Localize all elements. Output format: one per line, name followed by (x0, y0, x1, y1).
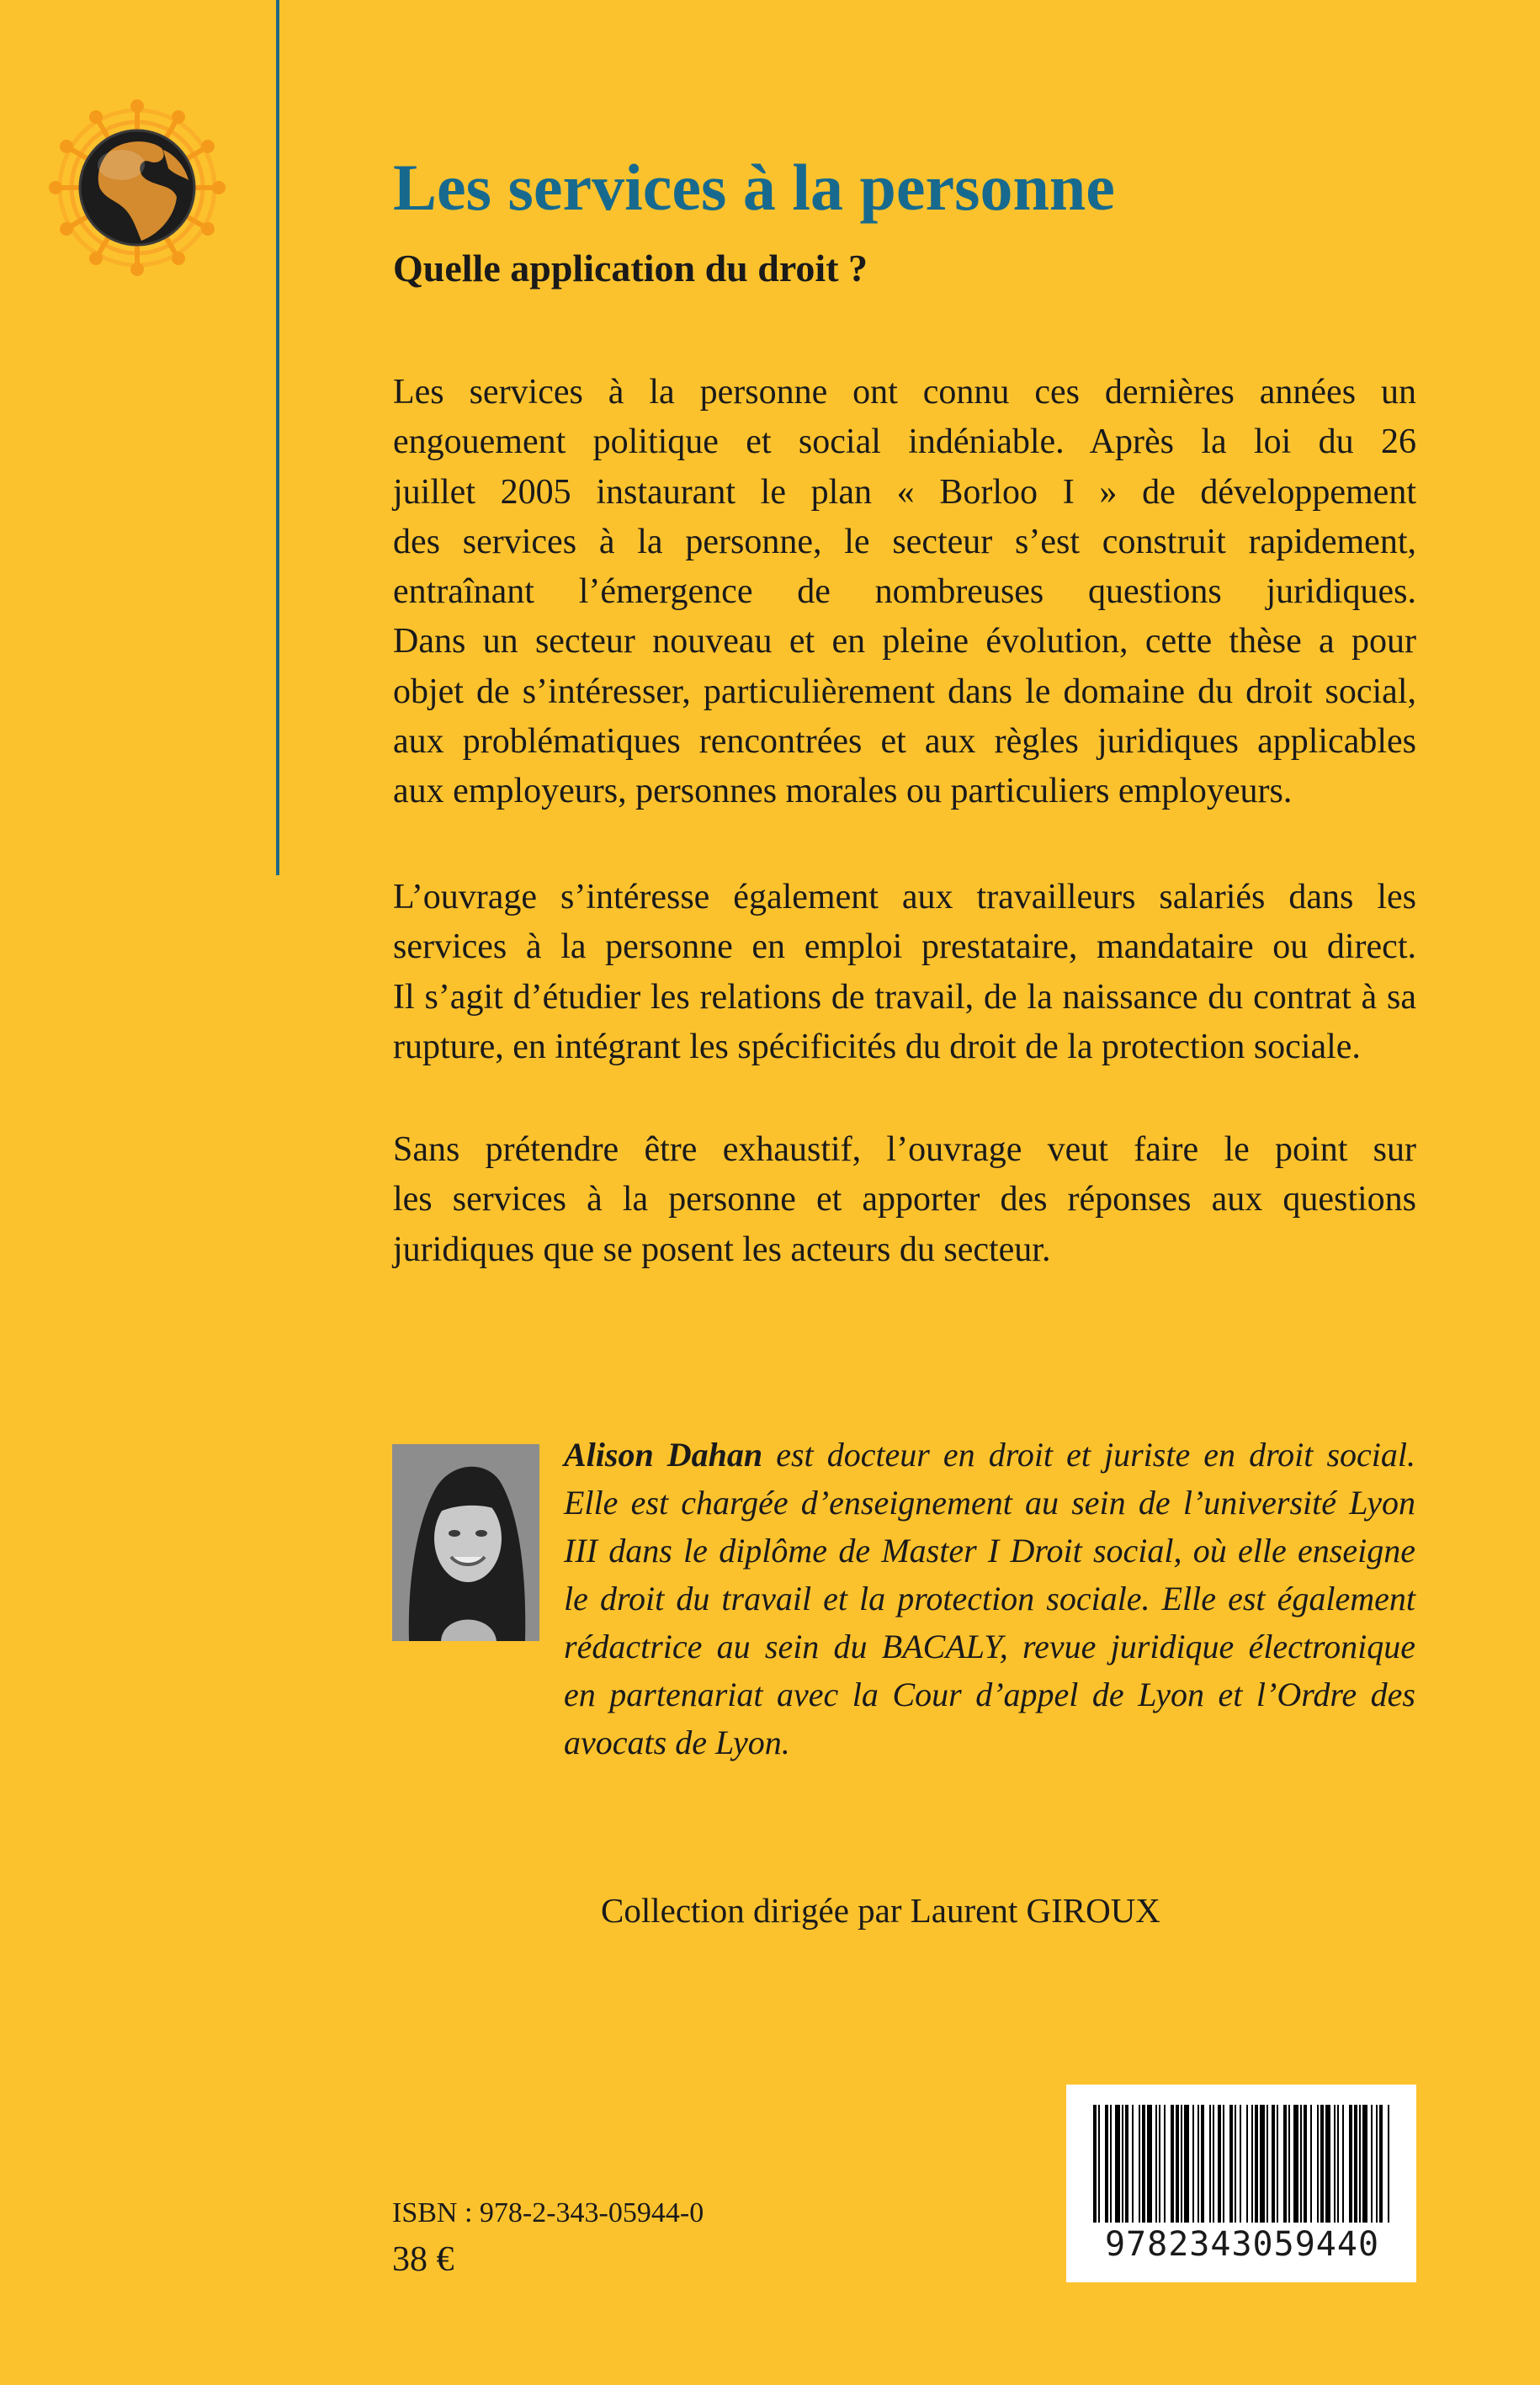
text-line: services à la personne en emploi prestataire, mandataire ou direct. (393, 927, 1416, 967)
text-line: engouement politique et social indéniable. Après la loi du 26 (393, 422, 1416, 462)
text-line: entraînant l’émergence de nombreuses questions juridiques. (393, 572, 1416, 612)
author-photo (392, 1444, 539, 1641)
summary-paragraph-2 (393, 873, 1416, 1072)
text-line: Dans un secteur nouveau et en pleine évolution, cette thèse a pour (393, 622, 1416, 661)
text-line: Les services à la personne ont connu ces dernières années un (393, 373, 1416, 412)
vertical-rule (276, 0, 279, 875)
text-line: aux problématiques rencontrées et aux règles juridiques applicables (393, 722, 1416, 762)
text-line: rupture, en intégrant les spécificités du droit de la protection sociale. (393, 1027, 1361, 1066)
summary-paragraph-3 (393, 1125, 1416, 1275)
isbn-barcode (1066, 2085, 1416, 2282)
barcode-bars-icon (1090, 2105, 1394, 2223)
text-line: juridiques que se posent les acteurs du secteur. (393, 1230, 1051, 1269)
bio-line: Elle est chargée d’enseignement au sein de l’université Lyon (564, 1484, 1415, 1522)
bio-line: le droit du travail et la protection sociale. Elle est également (564, 1580, 1415, 1617)
text-line: juillet 2005 instaurant le plan « Borloo I » de développement (393, 472, 1416, 512)
globe-logo-icon (49, 99, 226, 276)
text-line: L’ouvrage s’intéresse également aux travailleurs salariés dans les (393, 878, 1416, 916)
author-portrait-icon (392, 1444, 539, 1641)
text-line: Il s’agit d’étudier les relations de travail, de la naissance du contrat à sa (393, 977, 1416, 1017)
barcode-digits: 9782343059440 (1104, 2225, 1380, 2264)
book-subtitle: Quelle application du droit ? (393, 247, 868, 289)
bio-line: rédactrice au sein du BACALY, revue juridique électronique (564, 1628, 1415, 1665)
book-title: Les services à la personne (393, 151, 1115, 224)
bio-line: est docteur en droit et juriste en droit social. (762, 1436, 1415, 1474)
author-name: Alison Dahan (564, 1436, 763, 1474)
collection-editor: Collection dirigée par Laurent GIROUX (601, 1891, 1160, 1930)
text-line: les services à la personne et apporter des réponses aux questions (393, 1180, 1416, 1219)
bio-line: III dans le diplôme de Master I Droit social, où elle enseigne (564, 1532, 1415, 1570)
book-price: 38 € (392, 2240, 454, 2279)
text-line: Sans prétendre être exhaustif, l’ouvrage veut faire le point sur (393, 1130, 1416, 1169)
text-line: des services à la personne, le secteur s’est construit rapidement, (393, 522, 1416, 561)
text-line: objet de s’intéresser, particulièrement dans le domaine du droit social, (393, 672, 1416, 711)
summary-paragraph-1 (393, 368, 1416, 817)
author-bio (564, 1431, 1415, 1766)
bio-line: en partenariat avec la Cour d’appel de Lyon et l’Ordre des avocats de Lyon. (564, 1676, 1415, 1761)
isbn-number: ISBN : 978-2-343-05944-0 (392, 2197, 704, 2228)
text-line: aux employeurs, personnes morales ou particuliers employeurs. (393, 772, 1293, 811)
